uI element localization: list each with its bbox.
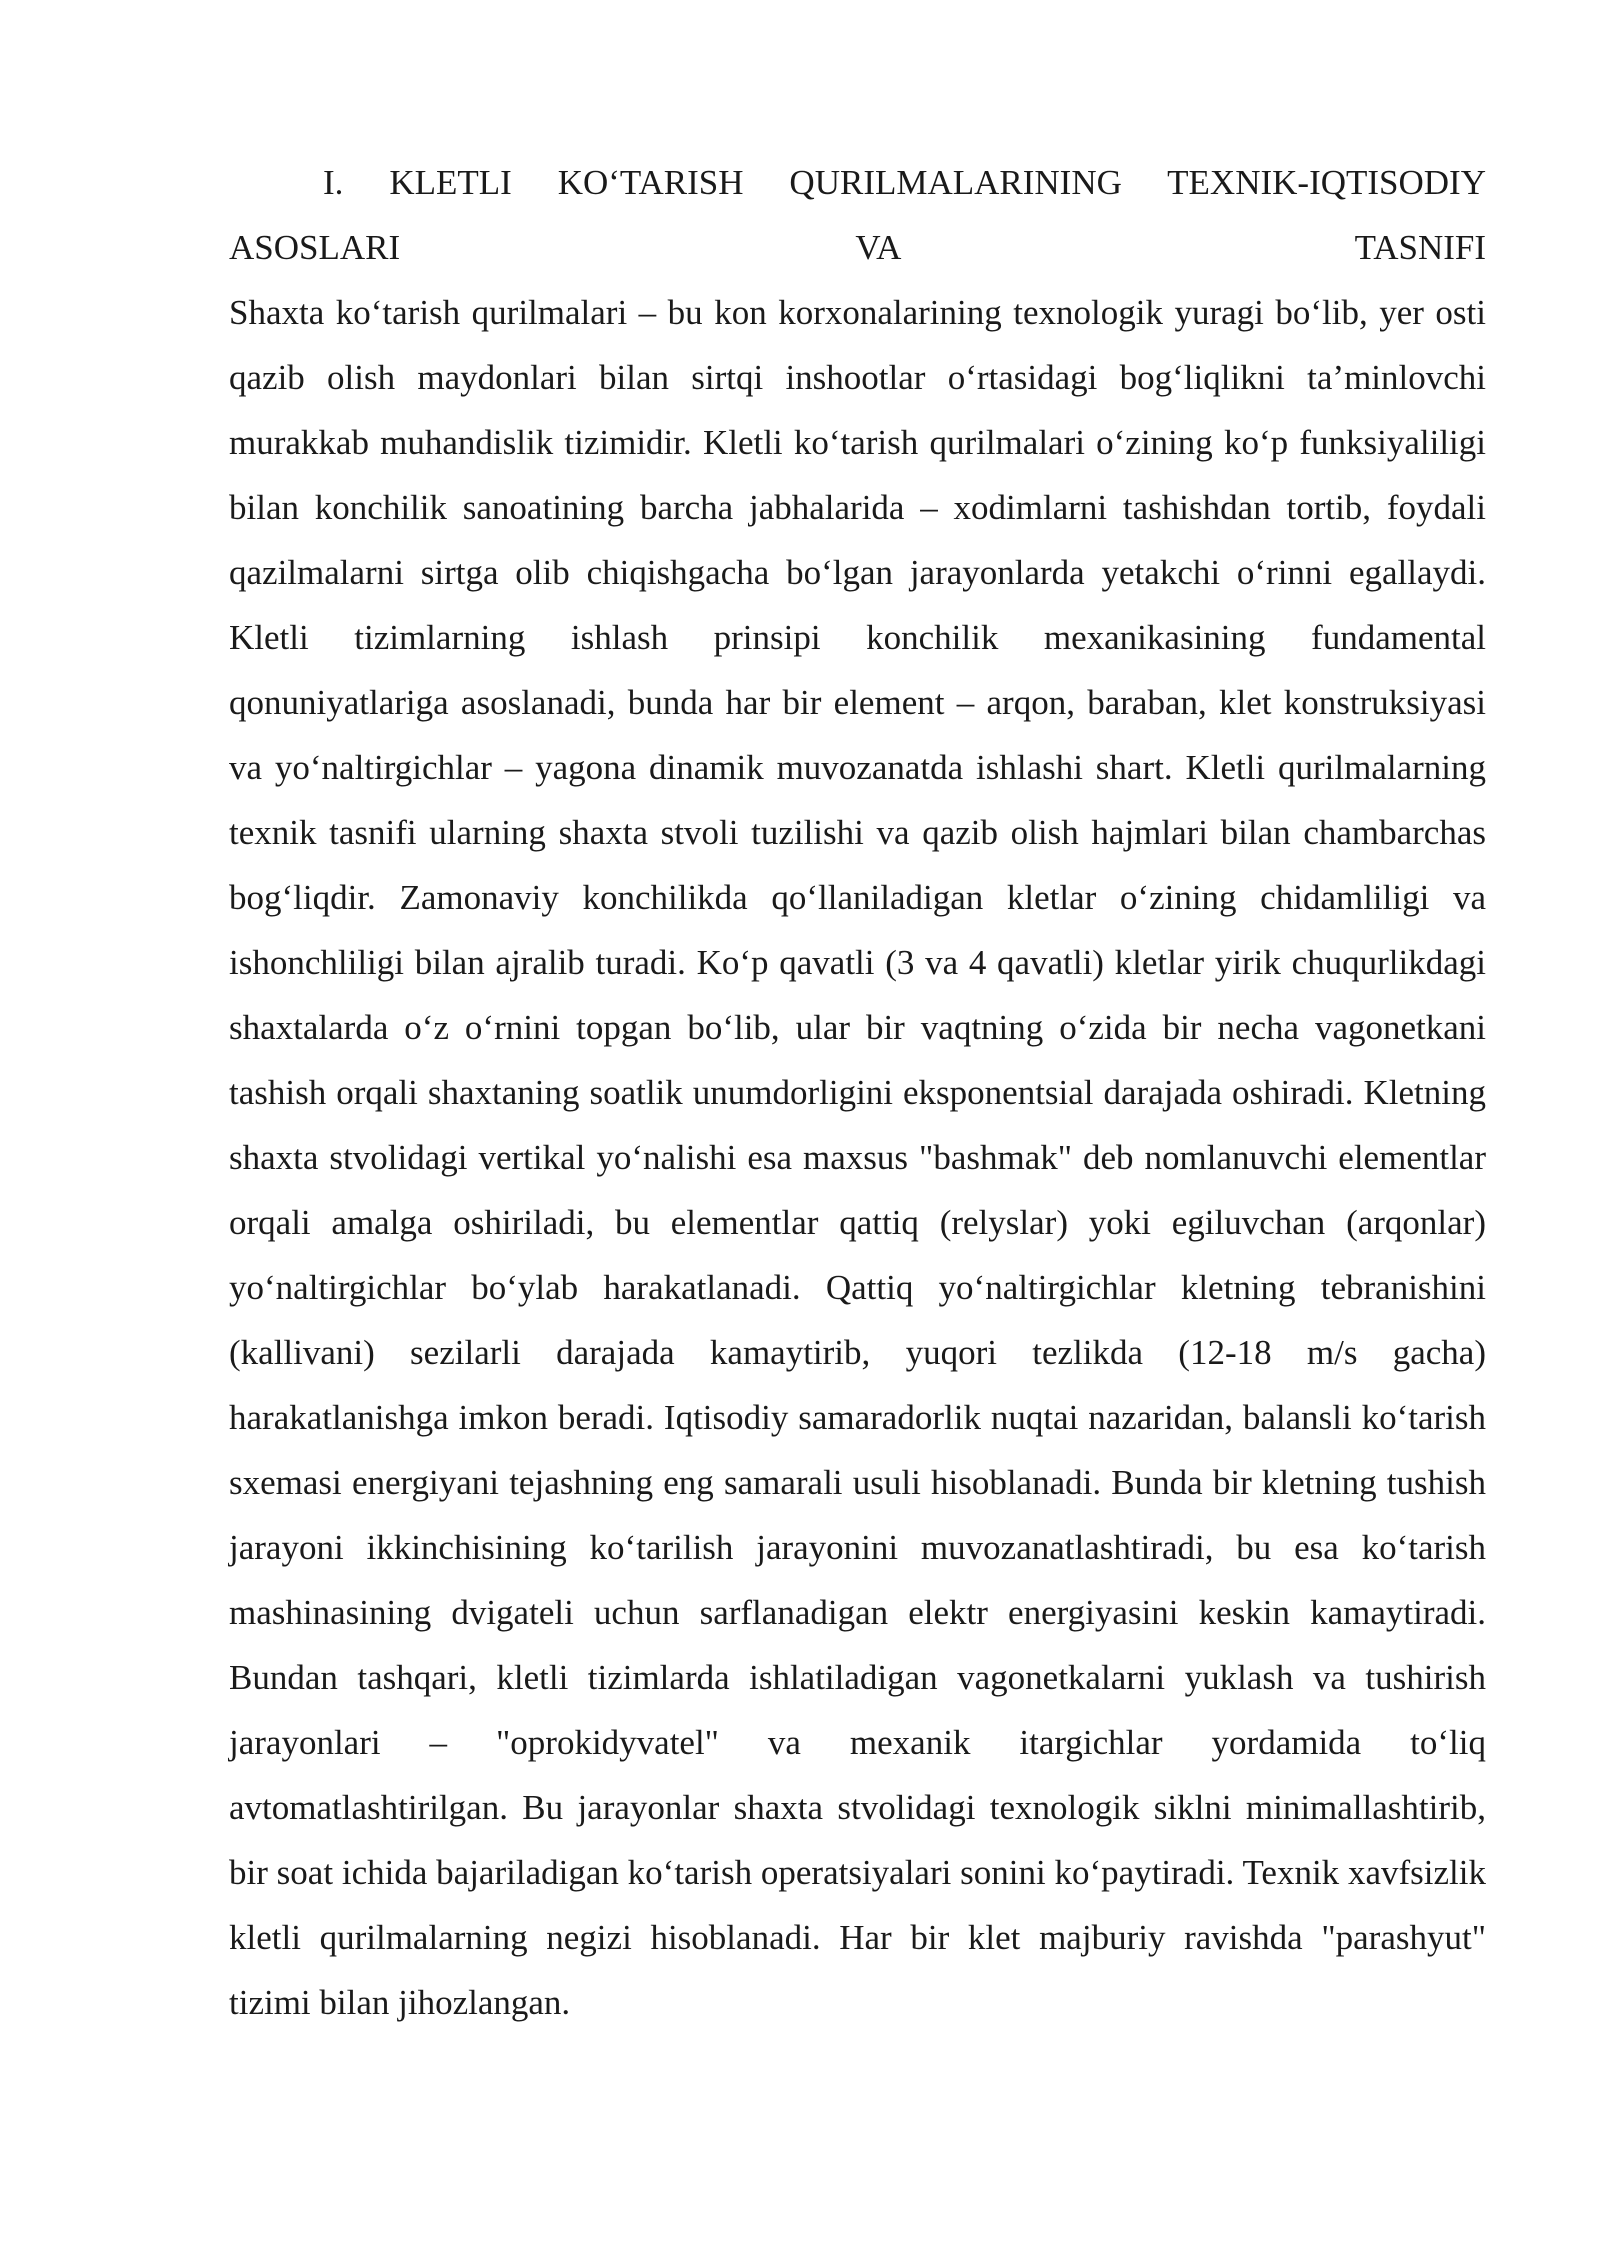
body-paragraph: Shaxta ko‘tarish qurilmalari – bu kon korxonalarining texnologik yuragi bo‘lib, yer osti qazib olish maydonlari bilan sirtqi inshootlar o‘rtasidagi bog‘liqlikni ta’minlovchi murakkab muhandislik tizimidir. Kletli ko‘tarish qurilmalari o‘zining ko‘p funksiyaliligi bilan konchilik sanoatining barcha jabhalarida – xodimlarni tashishdan tortib, foydali qazilmalarni sirtga olib chiqishgacha bo‘lgan jarayonlarda yetakchi o‘rinni egallaydi. Kletli tizimlarning ishlash prinsipi konchilik mexanikasining fundamental qonuniyatlariga asoslanadi, bunda har bir element – arqon, baraban, klet konstruksiyasi va yo‘naltirgichlar – yagona dinamik muvozanatda ishlashi shart. Kletli qurilmalarning texnik tasnifi ularning shaxta stvoli tuzilishi va qazib olish hajmlari bilan chambarchas bog‘liqdir. Zamonaviy konchilikda qo‘llaniladigan kletlar o‘zining chidamliligi va ishonchliligi bilan ajralib turadi. Ko‘p qavatli (3 va 4 qavatli) kletlar yirik chuqurlikdagi shaxtalarda o‘z o‘rnini topgan bo‘lib, ular bir vaqtning o‘zida bir necha vagonetkani tashish orqali shaxtaning soatlik unumdorligini eksponentsial darajada oshiradi. Kletning shaxta stvolidagi vertikal yo‘nalishi esa maxsus "bashmak" deb nomlanuvchi elementlar orqali amalga oshiriladi, bu elementlar qattiq (relyslar) yoki egiluvchan (arqonlar) yo‘naltirgichlar bo‘ylab harakatlanadi. Qattiq yo‘naltirgichlar kletning tebranishini (kallivani) sezilarli darajada kamaytirib, yuqori tezlikda (12-18 m/s gacha) harakatlanishga imkon beradi. Iqtisodiy samaradorlik nuqtai nazaridan, balansli ko‘tarish sxemasi energiyani tejashning eng samarali usuli hisoblanadi. Bunda bir kletning tushish jarayoni ikkinchisining ko‘tarilish jarayonini muvozanatlashtiradi, bu esa ko‘tarish mashinasining dvigateli uchun sarflanadigan elektr energiyasini keskin kamaytiradi. Bundan tashqari, kletli tizimlarda ishlatiladigan vagonetkalarni yuklash va tushirish jarayonlari – "oprokidyvatel" va mexanik itargichlar yordamida to‘liq avtomatlashtirilgan. Bu jarayonlar shaxta stvolidagi texnologik siklni minimallashtirib, bir soat ichida bajariladigan ko‘tarish operatsiyalari sonini ko‘paytiradi. Texnik xavfsizlik kletli qurilmalarning negizi hisoblanadi. Har bir klet majburiy ravishda "parashyut" tizimi bilan jihozlangan. [229,293,1486,2022]
section-heading: I. KLETLI KO‘TARISH QURILMALARINING TEXNIK-IQTISODIY ASOSLARI VA TASNIFI [229,163,1486,267]
document-page [229,150,1486,2035]
